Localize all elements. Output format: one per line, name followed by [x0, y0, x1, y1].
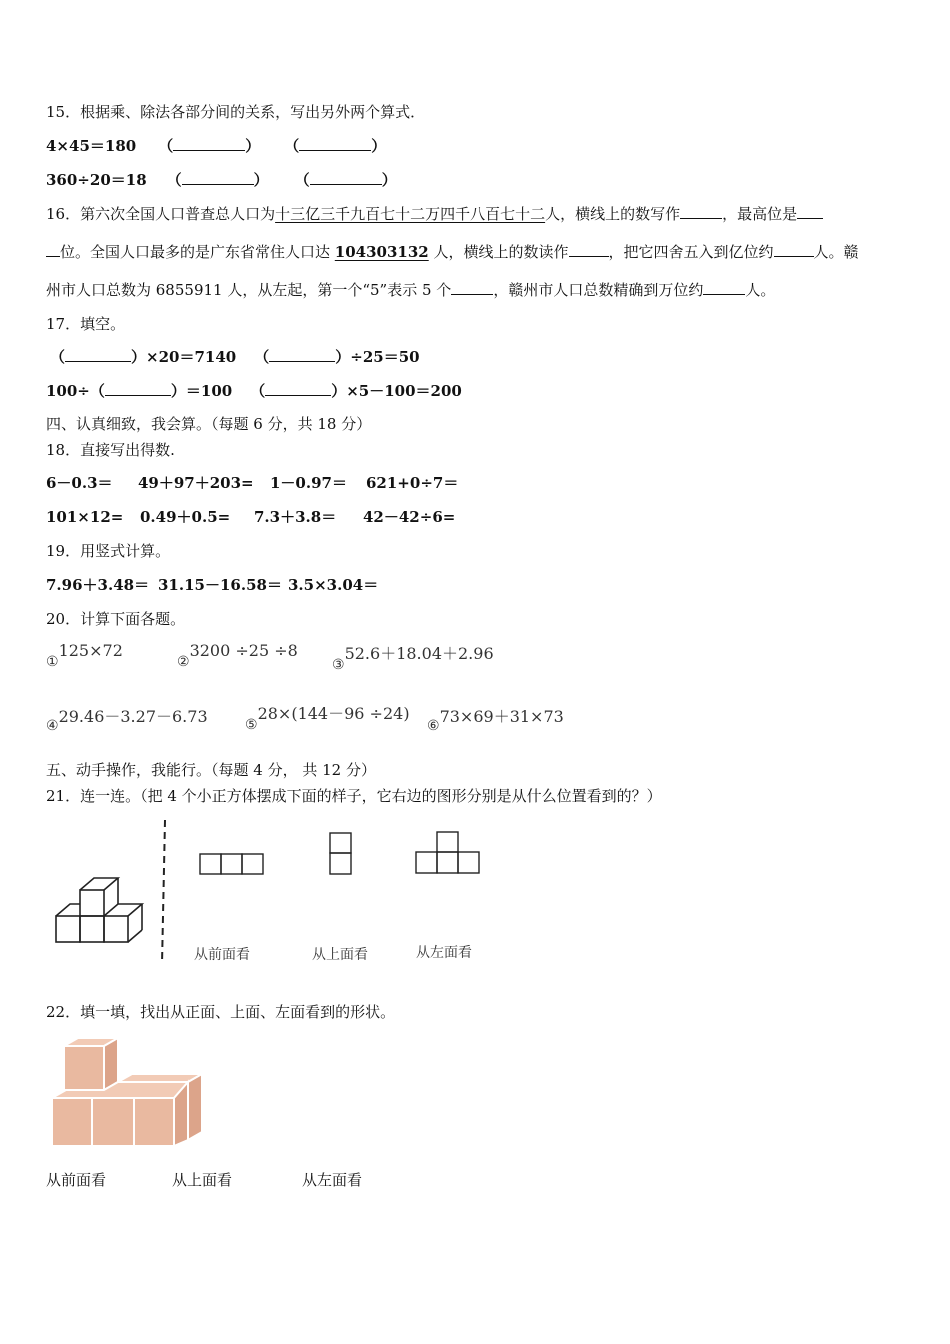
q15-row2: 360÷20＝18 （ ） （ ） — [46, 171, 397, 189]
q21-label-front[interactable]: 从前面看 — [194, 947, 250, 963]
q22-cube-figure — [48, 1036, 208, 1148]
q18-title: 18．直接写出得数. — [46, 441, 175, 459]
q21-title: 21．连一连。（把 4 个小正方体摆成下面的样子，它右边的图形分别是从什么位置看到的？） — [46, 787, 662, 805]
q18-item: 0.49＋0.5= — [140, 508, 231, 526]
q18-item: 621+0÷7＝ — [366, 474, 459, 492]
q20-item-4: ④29.46－3.27－6.73 — [46, 707, 208, 734]
q18-item: 7.3＋3.8＝ — [254, 508, 337, 526]
answer-blank[interactable] — [269, 347, 335, 362]
answer-blank[interactable] — [265, 381, 331, 396]
q16-line2: 位。全国人口最多的是广东省常住人口达 104303132 人，横线上的数读作 ，把它四舍五入到亿位约 人。赣 — [46, 242, 859, 262]
q16-population-number: 104303132 — [334, 243, 429, 261]
q16-line3: 州市人口总数为 6855911 人，从左起，第一个“5”表示 5 个 ，赣州市人口总数精确到万位约 人。 — [46, 281, 776, 299]
q20-item-6: ⑥73×69＋31×73 — [427, 707, 564, 734]
answer-blank[interactable] — [46, 242, 60, 257]
answer-blank[interactable] — [105, 381, 171, 396]
q20-item-1: ①125×72 — [46, 641, 123, 670]
answer-blank[interactable] — [310, 170, 382, 185]
q20-title: 20．计算下面各题。 — [46, 610, 186, 628]
q21-view-two-stacked[interactable] — [330, 833, 351, 874]
q20-item-5: ⑤28×(144－96 ÷24) — [245, 704, 410, 733]
q19-title: 19．用竖式计算。 — [46, 542, 171, 560]
q15-title: 15．根据乘、除法各部分间的关系，写出另外两个算式． — [46, 103, 426, 121]
q18-item: 6－0.3＝ — [46, 474, 113, 492]
answer-blank[interactable] — [797, 204, 823, 219]
q19-item: 7.96＋3.48＝ — [46, 576, 150, 594]
answer-blank[interactable] — [569, 242, 609, 257]
q22-label-front: 从前面看 — [46, 1171, 107, 1189]
answer-blank[interactable] — [451, 280, 493, 295]
q22-label-top: 从上面看 — [172, 1171, 233, 1189]
q15-row1: 4×45＝180 （ ） （ ） — [46, 137, 387, 155]
section-4-heading: 四、认真细致，我会算。（每题 6 分，共 18 分） — [46, 415, 372, 433]
q21-label-top[interactable]: 从上面看 — [312, 947, 368, 963]
q19-item: 3.5×3.04＝ — [288, 576, 379, 594]
q21-cube-stack — [56, 878, 142, 942]
q21-dashed-divider — [162, 820, 165, 964]
q21-label-left[interactable]: 从左面看 — [416, 945, 472, 961]
answer-blank[interactable] — [703, 280, 745, 295]
answer-blank[interactable] — [774, 242, 814, 257]
q15-eq1: 4×45＝180 — [46, 137, 137, 155]
q19-item: 31.15－16.58＝ — [158, 576, 282, 594]
q20-item-2: ②3200 ÷25 ÷8 — [177, 641, 298, 670]
q17-row2: 100÷（ ）＝100 （ ）×5－100＝200 — [46, 382, 462, 400]
answer-blank[interactable] — [65, 347, 131, 362]
section-5-heading: 五、动手操作，我能行。（每题 4 分， 共 12 分） — [46, 761, 376, 779]
answer-blank[interactable] — [182, 170, 254, 185]
q18-item: 42－42÷6= — [363, 508, 456, 526]
q18-item: 1－0.97＝ — [270, 474, 347, 492]
q17-title: 17．填空。 — [46, 315, 126, 333]
q16-line1: 16．第六次全国人口普查总人口为十三亿三千九百七十二万四千八百七十二人，横线上的数写作 ，最高位是 — [46, 204, 823, 224]
q20-item-3: ③52.6＋18.04＋2.96 — [332, 644, 494, 673]
q15-eq2: 360÷20＝18 — [46, 171, 147, 189]
q21-view-three-in-row[interactable] — [200, 854, 263, 874]
answer-blank[interactable] — [680, 204, 722, 219]
answer-blank[interactable] — [299, 136, 371, 151]
q16-underlined-number: 十三亿三千九百七十二万四千八百七十二 — [275, 205, 546, 223]
q22-label-left: 从左面看 — [302, 1171, 363, 1189]
answer-blank[interactable] — [173, 136, 245, 151]
q21-view-t-shape[interactable] — [416, 832, 479, 873]
q18-item: 101×12= — [46, 508, 124, 526]
q17-row1: （ ）×20＝7140 （ ）÷25＝50 — [50, 348, 420, 366]
q18-item: 49＋97＋203= — [138, 474, 254, 492]
q22-title: 22．填一填，找出从正面、上面、左面看到的形状。 — [46, 1003, 396, 1021]
